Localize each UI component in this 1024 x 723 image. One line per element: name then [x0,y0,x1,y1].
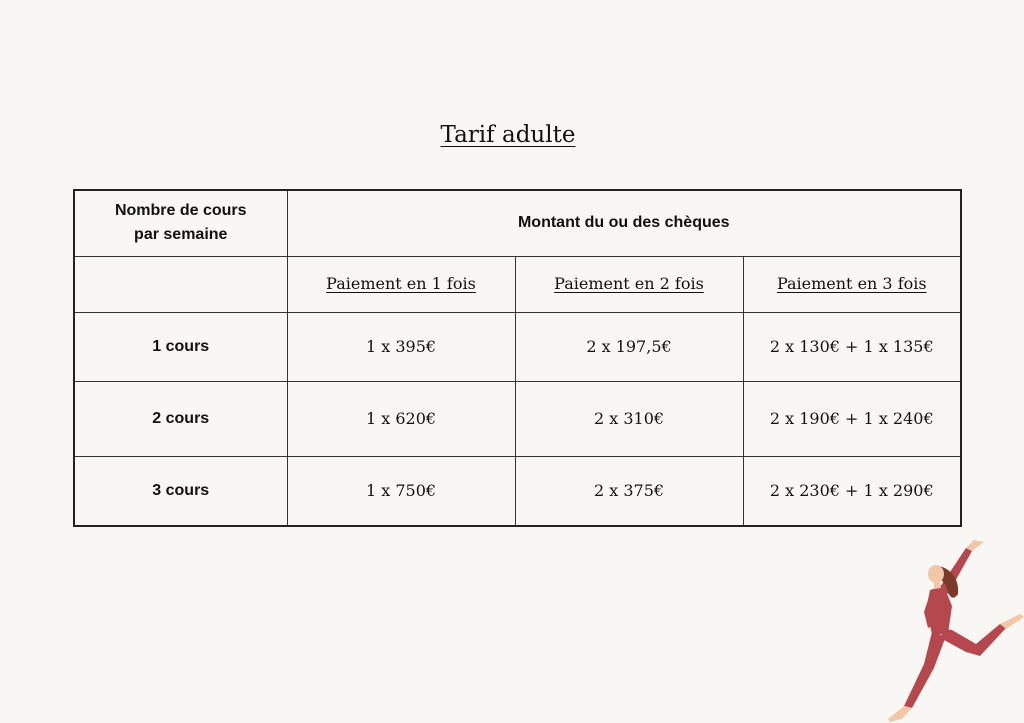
value-cell [515,312,743,381]
value-cell [287,312,515,381]
table-row [74,312,961,381]
value-cell [743,456,961,526]
row-label-cell [74,456,287,526]
table-header-row [74,190,961,256]
table-subheader-row [74,256,961,312]
dancer-raised-hand [966,540,984,551]
value-cell [515,381,743,456]
value-cell [743,312,961,381]
header-cell-courses [74,190,287,256]
subheader-cell [743,256,961,312]
price-value: 2 x 230€ + 1 x 290€ [769,480,934,500]
price-value: 2 x 375€ [593,480,665,500]
subheader-empty-cell [74,256,287,312]
subheader-label: Paiement en 1 fois [326,274,476,293]
subheader-label: Paiement en 2 fois [554,274,704,293]
header-cell-amount [287,190,961,256]
value-cell [287,456,515,526]
row-label: 3 cours [152,481,210,499]
row-label-cell [74,381,287,456]
page-title: Tarif adulte [440,122,576,148]
dancer-front-foot [888,706,912,722]
subheader-cell [515,256,743,312]
table-row [74,456,961,526]
dancer-figure [888,540,1024,722]
table-row [74,381,961,456]
dancer-neck [934,581,941,589]
row-label-cell [74,312,287,381]
value-cell [515,456,743,526]
subheader-cell [287,256,515,312]
header-amount-label: Montant du ou des chèques [517,214,730,232]
value-cell [743,381,961,456]
row-label: 1 cours [152,337,210,355]
dancer-back-foot [1000,614,1024,629]
price-value: 2 x 190€ + 1 x 240€ [769,408,934,428]
row-label: 2 cours [152,409,210,427]
dancer-head [928,565,944,583]
value-cell [287,381,515,456]
price-value: 1 x 750€ [365,480,437,500]
subheader-label: Paiement en 3 fois [776,274,927,293]
price-table [73,189,962,527]
dancer-illustration [874,536,1024,723]
price-value: 1 x 620€ [365,408,437,428]
header-courses-label: Nombre de cours par semaine [114,202,247,244]
price-value: 2 x 197,5€ [586,336,672,356]
dancer-front-leg [904,632,946,708]
price-value: 1 x 395€ [365,336,437,356]
price-value: 2 x 310€ [593,408,665,428]
price-value: 2 x 130€ + 1 x 135€ [769,336,934,356]
dancer-back-leg [940,624,1006,656]
